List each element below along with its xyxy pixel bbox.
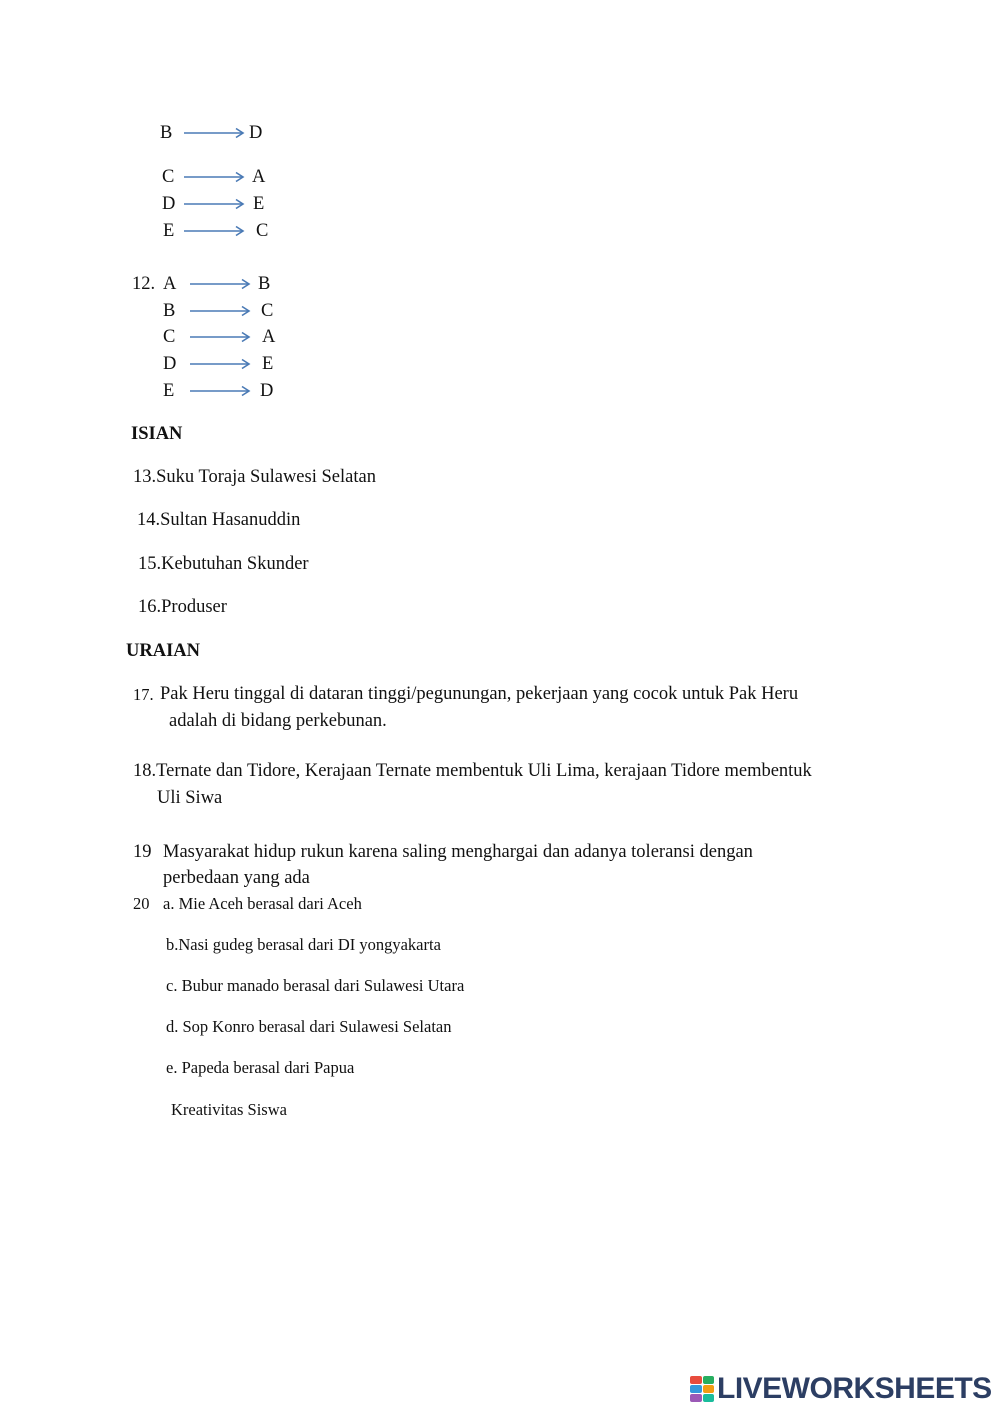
match-11-to: A <box>252 167 266 187</box>
arrow-right-icon <box>190 331 252 343</box>
match-11-from: C <box>162 167 175 187</box>
question-18-line: 18.Ternate dan Tidore, Kerajaan Ternate membentuk Uli Lima, kerajaan Tidore membentuk <box>133 761 812 781</box>
question-20-item: c. Bubur manado berasal dari Sulawesi Utara <box>166 976 465 995</box>
isian-answer: 16.Produser <box>138 597 227 617</box>
match-12-to: D <box>260 381 274 401</box>
question-20-number: 20 <box>133 894 150 913</box>
arrow-right-icon <box>190 358 252 370</box>
arrow-right-icon <box>184 171 246 183</box>
question-19-number: 19 <box>133 842 152 862</box>
match-12-from: D <box>163 354 177 374</box>
question-20-note: Kreativitas Siswa <box>171 1100 287 1119</box>
match-12-to: B <box>258 274 271 294</box>
match-12-from: E <box>163 381 175 401</box>
arrow-right-icon <box>184 198 246 210</box>
question-20-item: e. Papeda berasal dari Papua <box>166 1058 355 1077</box>
question-12-number: 12. <box>132 274 156 294</box>
isian-answer: 14.Sultan Hasanuddin <box>137 510 301 530</box>
match-11-to: C <box>256 221 269 241</box>
question-20-item: d. Sop Konro berasal dari Sulawesi Selatan <box>166 1017 452 1036</box>
question-18-line: Uli Siwa <box>157 788 223 808</box>
match-12-to: A <box>262 327 276 347</box>
match-12-to: E <box>262 354 274 374</box>
liveworksheets-logo <box>690 1373 992 1405</box>
question-19-line: Masyarakat hidup rukun karena saling menghargai dan adanya toleransi dengan <box>163 842 753 862</box>
isian-answer: 13.Suku Toraja Sulawesi Selatan <box>133 467 376 487</box>
match-11-from: E <box>163 221 175 241</box>
arrow-right-icon <box>190 305 252 317</box>
uraian-heading: URAIAN <box>126 641 200 661</box>
isian-heading: ISIAN <box>131 424 183 444</box>
question-19-line: perbedaan yang ada <box>163 868 310 888</box>
question-20-item: b.Nasi gudeg berasal dari DI yongyakarta <box>166 935 441 954</box>
match-12-from: A <box>163 274 177 294</box>
arrow-right-icon <box>190 385 252 397</box>
match-12-from: B <box>163 301 176 321</box>
arrow-right-icon <box>190 278 252 290</box>
match-12-to: C <box>261 301 274 321</box>
logo-tiles-icon <box>690 1376 714 1402</box>
arrow-right-icon <box>184 127 246 139</box>
question-17-line: Pak Heru tinggal di dataran tinggi/pegunungan, pekerjaan yang cocok untuk Pak Heru <box>160 684 799 704</box>
question-17-number: 17. <box>133 685 154 704</box>
logo-text: LIVEWORKSHEETS <box>717 1372 992 1405</box>
arrow-right-icon <box>184 225 246 237</box>
question-17-line: adalah di bidang perkebunan. <box>169 711 387 731</box>
match-11-from: B <box>160 123 173 143</box>
match-11-to: E <box>253 194 265 214</box>
question-20-item: a. Mie Aceh berasal dari Aceh <box>163 894 362 913</box>
isian-answer: 15.Kebutuhan Skunder <box>138 554 309 574</box>
match-12-from: C <box>163 327 176 347</box>
match-11-to: D <box>249 123 263 143</box>
match-11-from: D <box>162 194 176 214</box>
